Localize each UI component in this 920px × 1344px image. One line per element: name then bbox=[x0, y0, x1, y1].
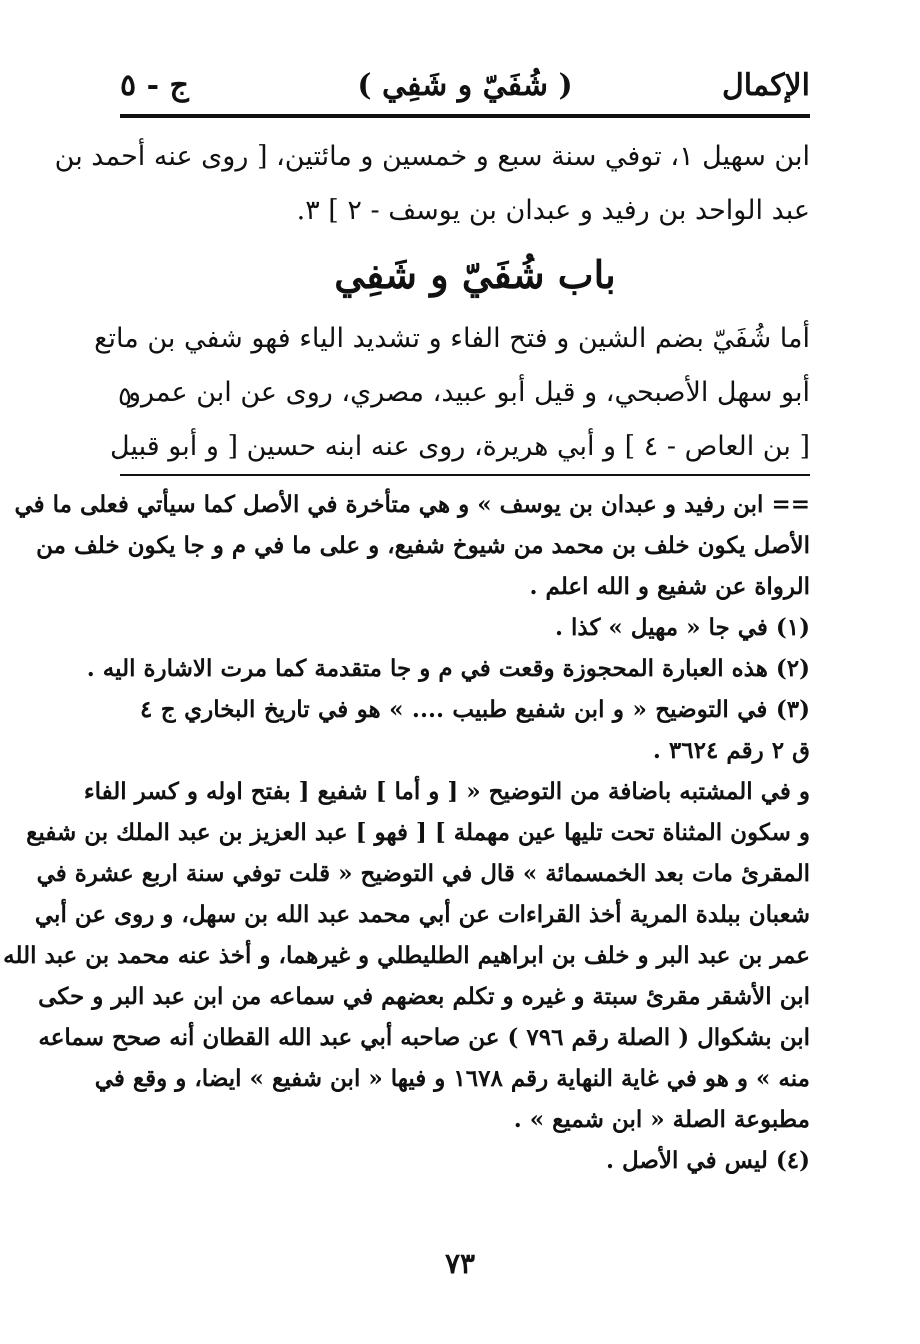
footnote-line: == ابن رفيد و عبدان بن يوسف » و هي متأخرة في الأصل كما سيأتي فعلى ما في bbox=[14, 491, 810, 518]
page-number: ٧٣ bbox=[444, 1247, 476, 1280]
footnotes bbox=[3, 484, 810, 1181]
main-text bbox=[54, 130, 810, 474]
footnote-line: الأصل يكون خلف بن محمد من شيوخ شفيع، و على ما في م و جا يكون خلف من bbox=[36, 532, 810, 559]
text-line: أبو سهل الأصبحي، و قيل أبو عبيد، مصري، روى عن ابن عمرو bbox=[127, 377, 810, 408]
footnote-line: المقرئ مات بعد الخمسمائة » قال في التوضيح « قلت توفي سنة اربع عشرة في bbox=[36, 860, 810, 887]
footnote-line: و سكون المثناة تحت تليها عين مهملة ] [ فهو ] عبد العزيز بن عبد الملك بن شفيع bbox=[26, 819, 810, 846]
section-title: باب شُفَيّ و شَفِي bbox=[334, 252, 616, 297]
footnote-line: منه » و هو في غاية النهاية رقم ١٦٧٨ و فيها « ابن شفيع » ايضا، و وقع في bbox=[94, 1065, 810, 1092]
chapter-title: ( شُفَيّ و شَفِي ) bbox=[357, 68, 573, 103]
running-header bbox=[120, 62, 810, 110]
footnote-line: ابن الأشقر مقرئ سبتة و غيره و تكلم بعضهم في سماعه من ابن عبد البر و حكى bbox=[38, 983, 810, 1010]
volume-number: ج - ٥ bbox=[120, 68, 189, 103]
header-rule bbox=[120, 114, 810, 118]
text-line: ابن سهيل ١، توفي سنة سبع و خمسين و مائتين، [ روى عنه أحمد بن bbox=[54, 141, 810, 172]
footnote-line: الرواة عن شفيع و الله اعلم . bbox=[529, 573, 810, 600]
footnote-line: شعبان ببلدة المرية أخذ القراءات عن أبي محمد عبد الله بن سهل، و روى عن أبي bbox=[34, 901, 810, 928]
text-line: أما شُفَيّ بضم الشين و فتح الفاء و تشديد الياء فهو شفي بن ماتع bbox=[94, 323, 810, 354]
footnote-line: عمر بن عبد البر و خلف بن ابراهيم الطليطلي و غيرهما، و أخذ عنه محمد بن عبد الله bbox=[3, 942, 810, 969]
footnote-line: (٣) في التوضيح « و ابن شفيع طبيب .... » هو في تاريخ البخاري ج ٤ bbox=[140, 696, 810, 723]
footnote-line: ق ٢ رقم ٣٦٢٤ . bbox=[652, 737, 810, 764]
text-line: [ بن العاص - ٤ ] و أبي هريرة، روى عنه ابنه حسين [ و أبو قبيل bbox=[110, 431, 810, 462]
margin-line-number: ٥ bbox=[118, 382, 132, 412]
footnote-line: مطبوعة الصلة « ابن شميع » . bbox=[513, 1106, 810, 1133]
footnote-line: و في المشتبه باضافة من التوضيح « [ و أما ] شفيع [ بفتح اوله و كسر الفاء bbox=[83, 778, 810, 805]
text-line: عبد الواحد بن رفيد و عبدان بن يوسف - ٢ ] ٣. bbox=[296, 195, 810, 226]
footnote-rule bbox=[120, 474, 810, 476]
footnote-line: (٢) هذه العبارة المحجوزة وقعت في م و جا متقدمة كما مرت الاشارة اليه . bbox=[86, 655, 810, 682]
footnote-line: (٤) ليس في الأصل . bbox=[605, 1147, 810, 1174]
footnote-line: ابن بشكوال ( الصلة رقم ٧٩٦ ) عن صاحبه أبي عبد الله القطان أنه صحح سماعه bbox=[38, 1024, 810, 1051]
footnote-line: (١) في جا « مهيل » كذا . bbox=[554, 614, 810, 641]
book-title: الإكمال bbox=[721, 68, 810, 103]
